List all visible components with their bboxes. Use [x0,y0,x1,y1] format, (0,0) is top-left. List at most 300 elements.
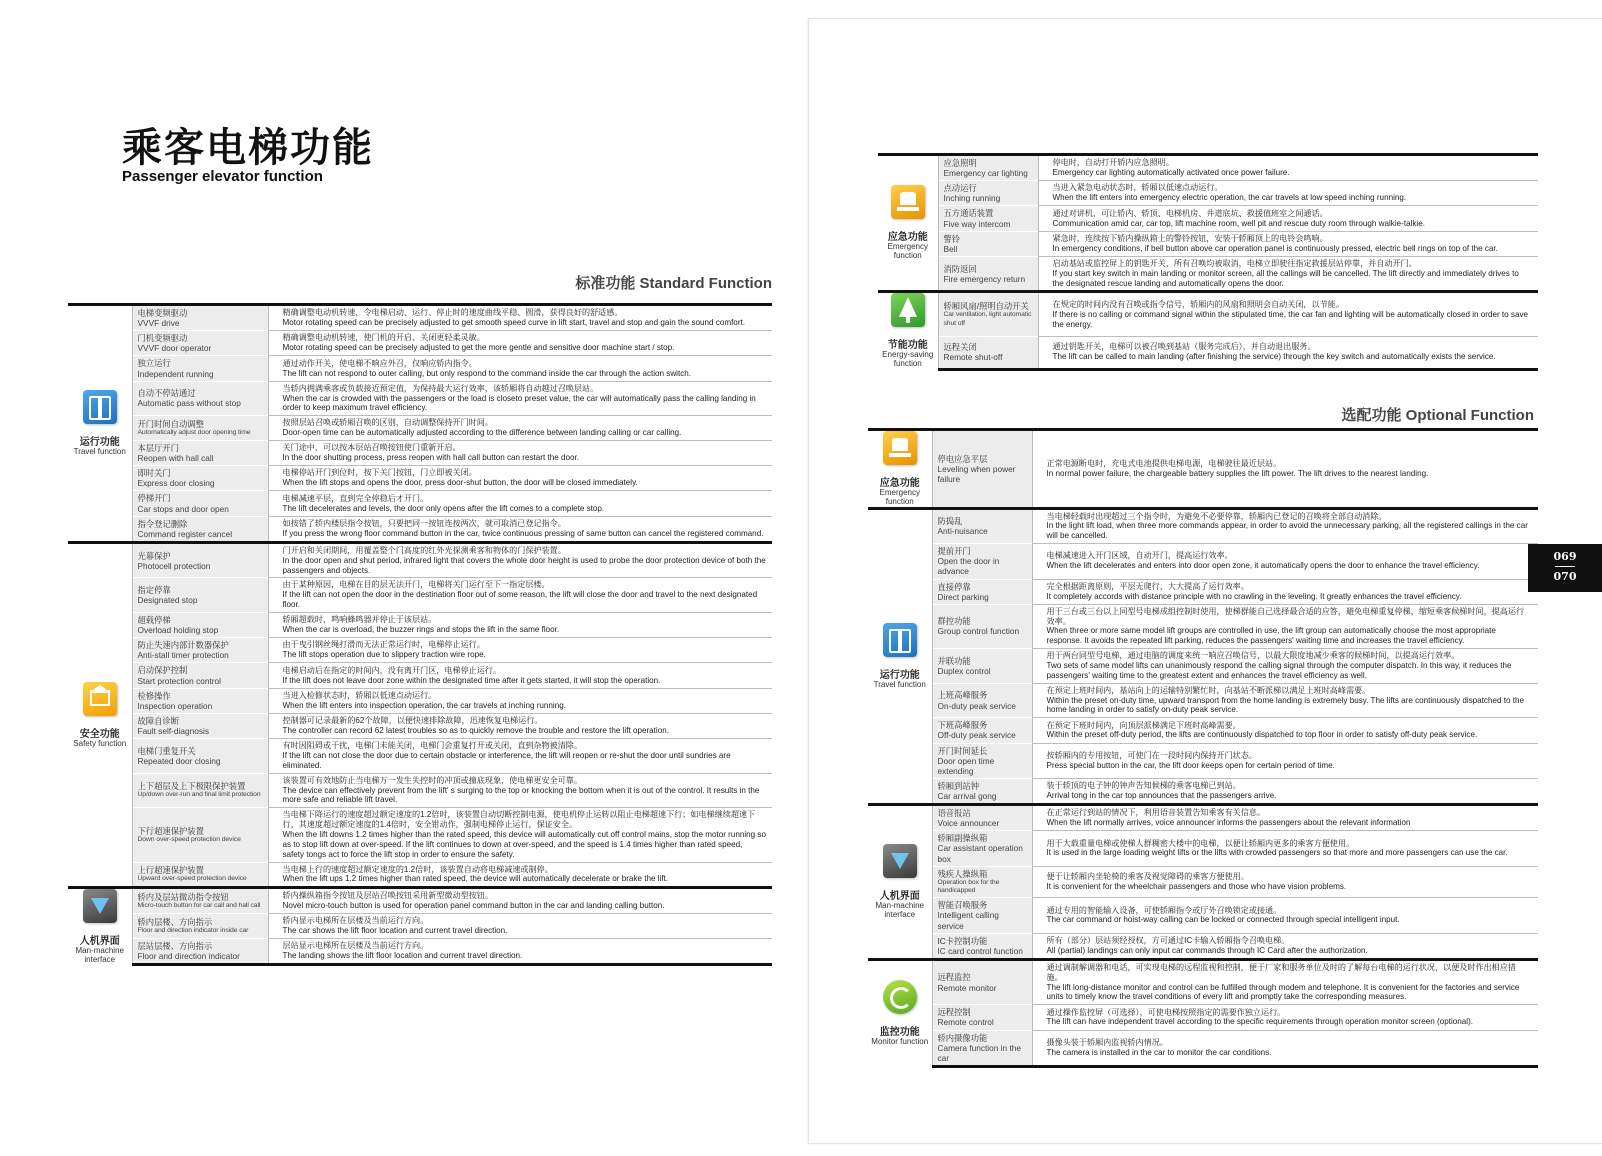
feature-name-zh: 应急照明 [943,158,977,168]
table-row [868,1005,1538,1030]
feature-description-cell [1038,336,1538,369]
feature-description-en: When the lift enters into emergency electric operation, the car travels at low speed inching running. [1052,193,1407,203]
feature-name-cell [938,256,1038,292]
feature-description-zh: 用于三台或三台以上同型号电梯成组控制时使用，使梯群能自己选择最合适的应答，避免电梯重复停梯，缩短乘客候梯时间，提高运行效率。 [1046,606,1525,626]
feature-name-cell [932,579,1032,604]
feature-name-en: Designated stop [137,595,198,606]
feature-description-cell [268,739,772,774]
feature-name-en: Emergency car lighting [943,168,1028,179]
table-row [68,663,772,688]
feature-description-en: Within the preset off-duty period, the lifts are continuously dispatched to top floor in order to satisfy off-duty peak service. [1046,730,1478,740]
category-cell [878,292,938,369]
feature-name-zh: 检修操作 [137,690,171,701]
feature-name-cell [132,466,268,491]
feature-name-en: Automatic pass without stop [137,398,241,409]
feature-description-cell [1038,206,1538,231]
feature-description-cell [268,663,772,688]
table-row [868,718,1538,743]
feature-description-cell [268,440,772,465]
category-cell [868,959,932,1066]
feature-description-en: If you start key switch in main landing or monitor screen, all the callings will be cancelled. The lift directly and immediately drives to the designated rescue landing and automatically opens the door. [1052,268,1519,288]
feature-description-cell [1032,805,1538,831]
feature-description-zh: 通过钥匙开关，电梯可以被召唤到基站（服务完成后），并自动退出服务。 [1052,342,1316,352]
optional-function-table [868,428,1538,1068]
feature-name-en: Fault self-diagnosis [137,725,209,736]
feature-description-cell [268,305,772,331]
feature-name-cell [132,578,268,613]
table-body [68,305,772,965]
table-row [868,898,1538,933]
table-row [878,206,1538,231]
feature-description-cell [268,331,772,356]
interface-icon [883,844,917,878]
feature-name-cell [132,808,268,862]
feature-name-en: Car ventilation, light automatic shut off [943,311,1032,327]
feature-description-en: When the lift downs 1.2 times higher than the rated speed, this device will automatically cut off control mains, stop the motor running so as to stop lift down at over-speed. If the lift continues to down at over-speed, and the speed is 1.4 times higher than rated speed, safety tongs act to force the lift stop in order to ensure the safety. [282,829,766,859]
feature-name-cell [132,739,268,774]
feature-name-zh: 远程监控 [937,972,971,983]
feature-name-en: Intelligent calling service [937,910,999,931]
feature-name-en: Remote shut-off [943,352,1003,363]
feature-name-zh: 远程控制 [937,1007,971,1018]
feature-description-cell [268,516,772,542]
feature-description-cell [1032,831,1538,866]
emergency-light-icon [883,431,917,465]
feature-description-en: Within the preset on-duty time, upward transport from the home landing is extremely busy. The lifts are continuously dispatched to the home landing in order to satisfy on-duty peak service. [1046,695,1524,715]
feature-name-zh: 即时关门 [137,468,171,479]
feature-description-zh: 用于大载重量电梯或使梯人群稠密大楼中的电梯，以便让轿厢内更多的乘客方便使用。 [1046,838,1355,848]
tree-icon [891,293,925,327]
feature-name-en: Five way intercom [943,218,1011,229]
feature-description-zh: 通过操作监控屏（可选择），可使电梯按照指定的需要作独立运行。 [1046,1007,1286,1017]
feature-name-zh: 下行超速保护装置 [137,825,204,836]
feature-name-cell [932,898,1032,933]
feature-description-cell [1038,155,1538,181]
monitor-icon [883,980,917,1014]
feature-description-cell [1038,256,1538,292]
feature-name-zh: 语音报站 [937,808,971,819]
table-row [868,579,1538,604]
feature-name-zh: 自动不停站通过 [137,388,196,399]
feature-name-en: Floor and direction indicator [137,951,240,962]
feature-description-zh: 按轿厢内的专用按钮，可使门在一段时间内保持开门状态。 [1046,750,1257,760]
feature-description-en: Press special button in the car, the lift door keeps open for certain period of time. [1046,760,1335,770]
feature-name-en: IC card control function [937,945,1023,956]
feature-name-zh: 残疾人操纵箱 [937,868,988,879]
table-row [68,713,772,738]
feature-description-cell [1032,649,1538,684]
feature-name-en: Down over-speed protection device [137,835,241,843]
feature-name-en: Inspection operation [137,700,213,711]
feature-description-en: The camera is installed in the car to monitor the car conditions. [1046,1047,1272,1057]
feature-name-zh: IC卡控制功能 [937,935,988,946]
feature-name-en: Anti-stall timer protection [137,650,229,661]
feature-name-en: Camera function in the car [937,1042,1021,1063]
feature-description-en: Door-open time can be automatically adjusted according to the difference between landing calling or car calling. [282,428,682,438]
feature-name-zh: 停梯开门 [137,493,171,504]
feature-name-zh: 指令登记删除 [137,518,188,529]
feature-description-en: The car command or hoist-way calling can be locked or connected through special intelligent input. [1046,915,1400,925]
interface-icon [83,889,117,923]
feature-name-en: Remote control [937,1017,994,1028]
feature-description-zh: 精确调整电动机转速，令电梯启动、运行、停止时的速度曲线平稳、圆滑，获得良好的舒适感。 [282,308,623,318]
standard-function-table [68,303,772,966]
table-row [68,305,772,331]
table-row [68,466,772,491]
feature-name-cell [932,544,1032,579]
feature-description-zh: 电梯停站开门到位时，按下关门按钮，门立即被关闭。 [282,468,477,478]
feature-description-en: Emergency car lighting automatically activated once power failure. [1052,168,1290,178]
feature-description-zh: 紧急时，连续按下轿内操纵箱上的警铃按钮，安装于轿厢顶上的电铃会鸣响。 [1052,233,1328,243]
feature-name-cell [938,181,1038,206]
feature-name-cell [932,933,1032,959]
feature-description-en: In the light lift load, when three more commands appear, in order to avoid the unnecessary parking, all the registered callings in the car will be cancelled. [1046,521,1528,541]
feature-name-en: Operation box for the handicapped [937,878,1000,895]
feature-name-en: Fire emergency return [943,273,1026,284]
table-row [878,181,1538,206]
feature-name-en: Voice announcer [937,818,1000,829]
feature-name-zh: 电梯变频驱动 [137,308,188,318]
feature-description-en: Novel micro-touch button is used for operation panel command button in the car and landing calling button. [282,901,665,911]
feature-name-zh: 层站层楼、方向指示 [137,941,213,952]
feature-name-en: Up/down over-run and final limit protection [137,791,261,799]
feature-description-en: The landing shows the lift floor location and current travel direction. [282,951,523,961]
table-body [878,155,1538,370]
feature-name-en: Repeated door closing [137,755,221,766]
feature-description-en: When the lift decelerates and enters into door open zone, it automatically opens the door to enhance the travel efficiency. [1046,561,1480,571]
table-row [68,808,772,862]
table-row [868,933,1538,959]
feature-name-en: Group control function [937,626,1020,637]
feature-name-cell [932,1005,1032,1030]
feature-description-zh: 摄像头装于轿厢内监视轿内情况。 [1046,1037,1168,1047]
feature-name-cell [132,305,268,331]
feature-description-cell [268,491,772,516]
category-cell [868,508,932,804]
feature-name-zh: 智能召唤服务 [937,900,988,911]
feature-description-zh: 启动基站或监控屏上的钥匙开关，所有召唤均被取消，电梯立即驶往指定救援层站停靠，并自动开门。 [1052,258,1417,268]
feature-name-cell [132,491,268,516]
feature-description-zh: 通过调制解调器和电话，可实现电梯的远程监视和控制，便于厂家和服务单位及时的了解每台电梯的运行状况，以便及时作出相应措施。 [1046,962,1516,982]
feature-description-zh: 当轿内拥满乘客或负载接近预定值，为保持最大运行效率，该轿厢将自动越过召唤层站。 [282,383,599,393]
category-cell [68,542,132,887]
feature-description-cell [268,808,772,862]
feature-description-zh: 当电梯下降运行的速度超过额定速度的1.2倍时，该装置自动切断控制电源，使电机停止运转以阻止电梯超速下行；如电梯继续超速下行，其速度超过额定速度的1.4倍时，安全钳动作，强制电梯停止运行，保证安全。 [282,810,756,830]
feature-description-cell [268,466,772,491]
feature-name-cell [938,155,1038,181]
feature-description-cell [1038,292,1538,336]
category-cell [68,888,132,965]
feature-description-zh: 在正常运行到站的情况下，利用语音装置告知乘客有关信息。 [1046,808,1266,818]
feature-description-zh: 通过动作开关，使电梯不响应外召，仅响应轿内指令。 [282,358,477,368]
feature-description-cell [268,612,772,637]
feature-description-en: Two sets of same model lifts can unanimously respond the calling signal through the computer dispatch. In this way, it reduces the passengers' waiting time to the greatest extent and enhances the travel efficiency as well. [1046,661,1512,680]
category-label-zh: 安全功能 [79,728,120,740]
feature-description-zh: 如按错了轿内楼层指令按钮，只要把同一按钮连按两次，就可取消已登记指令。 [282,518,566,528]
table-row [68,416,772,441]
elevator-icon [883,623,917,657]
feature-description-zh: 电梯启动后在指定的时间内，没有离开门区，电梯停止运行。 [282,665,502,675]
feature-name-zh: 轿厢副操纵箱 [937,833,988,844]
feature-name-zh: 防捣乱 [937,516,963,527]
feature-description-en: The car shows the lift floor location and current travel direction. [282,926,508,936]
feature-description-zh: 层站显示电梯所在层楼及当前运行方向。 [282,941,429,951]
feature-description-cell [1032,933,1538,959]
feature-name-zh: 上下超层及上下极限保护装置 [137,781,246,792]
feature-description-en: If the lift can not close the door due to certain obstacle or interference, the lift will reopen or re-shut the door until sundries are eliminated. [282,750,731,770]
table-row [868,743,1538,778]
page-title: 乘客电梯功能 [122,124,374,171]
feature-description-en: In the door open and shut period, infrared light that covers the whole door height is used to probe the door protection device of both the passengers and objects. [282,555,766,575]
feature-description-zh: 用于两台同型号电梯，通过电脑的调度来统一响应召唤信号，以最大限度地减少乘客的候梯时间，以提高运行效率。 [1046,651,1460,661]
feature-name-zh: 电梯门重复开关 [137,745,196,756]
feature-name-zh: 开门时间自动调整 [137,418,204,429]
table-row [68,440,772,465]
feature-name-zh: 远程关闭 [943,342,977,353]
feature-description-en: It is convenient for the wheelchair passengers and those who have vision problems. [1046,881,1347,891]
feature-name-zh: 下班高峰服务 [937,720,988,731]
feature-name-zh: 警铃 [943,233,961,244]
feature-description-en: The device can effectively prevent from the lift' s surging to the top or knocking the bottom when it is out of the control. It results in the more safe and reliable lift travel. [282,785,760,805]
feature-description-zh: 电梯减速进入开门区域，自动开门，提高运行效率。 [1046,551,1233,561]
feature-description-zh: 该装置可有效地防止当电梯万一发生失控时的冲顶或撞底现象，使电梯更安全可靠。 [282,775,582,785]
page-number-tab [1528,544,1602,592]
feature-description-zh: 当电梯轻载时出现超过三个指令时，为避免不必要停靠，轿厢内已登记的召唤将全部自动消除。 [1046,511,1387,521]
feature-name-zh: 直接停靠 [937,581,971,592]
feature-name-zh: 停电应急平层 [937,453,988,464]
table-row [68,331,772,356]
table-row [868,866,1538,898]
standard-function-table-continued [878,153,1538,371]
feature-description-en: When the lift stops and opens the door, press door-shut button, the door will be closed immediately. [282,478,638,488]
feature-description-cell [268,938,772,964]
feature-name-en: Floor and direction indicator inside car [137,926,249,934]
feature-name-zh: 上班高峰服务 [937,690,988,701]
feature-description-zh: 完全根据距离原则，平层无爬行，大大提高了运行效率。 [1046,581,1249,591]
feature-name-en: Start protection control [137,675,221,686]
feature-description-en: The lift stops operation due to slippery traction wire rope. [282,650,486,660]
feature-name-zh: 群控功能 [937,616,971,627]
feature-name-zh: 轿厢风扇/照明自动开关 [943,301,1029,312]
feature-name-zh: 并联功能 [937,655,971,666]
feature-name-cell [932,805,1032,831]
table-row [868,959,1538,1004]
feature-name-en: Car arrival gong [937,790,997,801]
feature-description-en: The lift long-distance monitor and control can be fulfilled through modem and telephone. It is convenient for the factories and service units to timely know the travel conditions of every lift and promptly take the corresponding measures. [1046,982,1520,1002]
table-row [868,544,1538,579]
feature-description-en: When the lift ups 1.2 times higher than rated speed, the device will automatically decelerate or brake the lift. [282,874,669,884]
category-label-en: Travel function [73,447,126,457]
feature-description-cell [268,862,772,888]
feature-name-en: Automatically adjust door opening time [137,429,251,436]
table-row [868,649,1538,684]
feature-name-cell [932,604,1032,648]
feature-description-zh: 门开启和关闭期间，用覆盖整个门高度的红外光探测乘客和物体的门保护装置。 [282,545,566,555]
feature-description-en: If you press the wrong floor command button in the car, twice continuous pressing of same button can cancel the registered command. [282,528,764,538]
feature-description-en: It is used in the large loading weight lifts or the lifts with crowded passengers so that more and more passengers can use the car. [1046,848,1508,858]
feature-description-en: In the door shutting process, press reopen with hall call button can restart the door. [282,453,579,463]
feature-name-en: Door open time extending [937,755,995,776]
feature-name-en: Photocell protection [137,560,211,571]
feature-description-cell [1032,778,1538,804]
feature-name-cell [932,1030,1032,1066]
feature-description-zh: 在预定下班时间内，向顶层派梯满足下班时高峰需要。 [1046,720,1241,730]
feature-description-zh: 精确调整电动机转速，使门机的开启、关闭更轻柔灵敏。 [282,333,485,343]
feature-name-cell [132,416,268,441]
feature-name-zh: 轿厢到站钟 [937,780,979,791]
feature-description-cell [1032,430,1538,509]
table-row [68,638,772,663]
feature-name-zh: 提前开门 [937,546,971,557]
feature-description-cell [268,542,772,578]
feature-name-cell [938,206,1038,231]
feature-name-zh: 故障自诊断 [137,715,179,726]
feature-name-cell [938,231,1038,256]
feature-name-zh: 超载停梯 [137,614,171,625]
feature-description-en: Motor rotating speed can be precisely adjusted to get smooth speed curve in lift start, travel and stop and gain the sound comfort. [282,318,746,328]
feature-name-en: Car stops and door open [137,503,229,514]
feature-description-zh: 电梯减速平层，直到完全停稳后才开门。 [282,493,429,503]
feature-name-cell [132,773,268,808]
category-label-zh: 人机界面 [879,891,920,903]
feature-name-cell [132,612,268,637]
feature-description-zh: 通过专用的智能输入设备，可使轿厢指令或厅外召唤锁定或接通。 [1046,905,1282,915]
table-row [68,356,772,381]
home-icon [83,682,117,716]
feature-description-en: When the car is overload, the buzzer rings and stops the lift in the same floor. [282,625,560,635]
category-label-zh: 节能功能 [887,340,928,352]
table-row [868,508,1538,544]
feature-description-zh: 轿内显示电梯所在层楼及当前运行方向。 [282,916,429,926]
feature-description-zh: 在规定的时间内没有召唤或指令信号，轿厢内的风扇和照明会自动关闭，以节能。 [1052,299,1344,309]
feature-name-cell [932,743,1032,778]
feature-description-en: The lift can not respond to outer calling, but only respond to the command inside the car through the action switch. [282,368,692,378]
table-row [878,256,1538,292]
feature-name-zh: 防止失速内部计数器保护 [137,640,229,651]
category-label-en: Energy-saving function [882,350,934,369]
feature-description-zh: 便于让轿厢内坐轮椅的乘客及视觉障碍的乘客方便使用。 [1046,872,1249,882]
feature-name-cell [938,336,1038,369]
feature-name-cell [132,440,268,465]
category-cell [868,805,932,960]
feature-description-cell [1032,1030,1538,1066]
feature-description-en: All (partial) landings can only input car commands through IC Card after the authorization. [1046,945,1368,955]
feature-name-en: Off-duty peak service [937,730,1016,741]
table-row [868,1030,1538,1066]
table-row [868,831,1538,866]
category-cell [68,305,132,543]
feature-name-en: Micro-touch button for car call and hall call [137,902,261,910]
feature-name-cell [132,663,268,688]
feature-name-en: Remote monitor [937,982,997,993]
feature-description-en: In normal power failure, the chargeable battery supplies the lift power. The lift drives to the nearest landing. [1046,468,1429,478]
feature-name-cell [132,888,268,914]
category-label-zh: 应急功能 [887,232,928,244]
feature-description-cell [1032,508,1538,544]
feature-description-en: The controller can record 62 latest troubles so as to quickly remove the trouble and restore the lift operation. [282,725,669,735]
feature-name-zh: 门机变频驱动 [137,333,188,344]
page-number-bottom: 070 [1553,570,1577,584]
feature-name-en: Anti-nuisance [937,526,988,537]
feature-name-cell [938,292,1038,336]
feature-name-cell [132,713,268,738]
feature-description-en: When the car is crowded with the passengers or the load is closeto preset value, the car will automatically pass the calling landing in order to keep maximum travel efficiency. [282,393,756,413]
feature-description-en: Motor rotating speed can be precisely adjusted to get the more gentle and sensitive door machine start / stop. [282,343,675,353]
category-label-en: Monitor function [871,1037,929,1047]
feature-name-cell [932,831,1032,866]
feature-name-en: Overload holding stop [137,625,219,636]
category-label-zh: 人机界面 [79,936,120,948]
table-row [68,739,772,774]
feature-description-en: The lift decelerates and levels, the door only opens after the lift comes to a complete stop. [282,503,605,513]
feature-name-cell [132,862,268,888]
optional-function-heading: 选配功能 Optional Function [1341,407,1534,424]
feature-name-en: Inching running [943,193,1001,204]
feature-description-cell [268,416,772,441]
table-row [878,292,1538,336]
feature-name-en: Leveling when power failure [937,463,1016,484]
feature-description-cell [268,914,772,939]
feature-name-en: On-duty peak service [937,700,1016,711]
category-label-en: Man-machine interface [875,901,924,919]
category-label-zh: 运行功能 [879,669,920,681]
table-row [68,773,772,808]
table-row [868,778,1538,804]
table-row [878,336,1538,369]
feature-description-zh: 在预定上班时间内，基站向上的运输特别繁忙时，向基站不断派梯以满足上班时高峰需要。 [1046,685,1371,695]
category-label-zh: 监控功能 [879,1027,920,1039]
table-row [68,888,772,914]
feature-name-en: VVVF door operator [137,343,212,354]
category-cell [878,155,938,292]
feature-name-en: Independent running [137,368,214,379]
table-row [68,862,772,888]
feature-name-cell [932,718,1032,743]
feature-name-cell [932,430,1032,509]
feature-name-zh: 五方通话装置 [943,208,994,219]
feature-description-zh: 轿内操纵箱指令按钮及层站召唤按钮采用新型微动型按钮。 [282,891,493,901]
feature-name-zh: 本层厅开门 [137,442,179,453]
feature-description-cell [1032,1005,1538,1030]
feature-description-cell [1032,718,1538,743]
feature-description-cell [268,888,772,914]
table-row [868,683,1538,718]
feature-name-en: Direct parking [937,591,989,602]
feature-description-cell [1032,898,1538,933]
feature-description-zh: 由于曳引钢丝绳打滑而无法正常运行时，电梯停止运行。 [282,640,485,650]
table-row [68,491,772,516]
feature-name-cell [132,356,268,381]
feature-description-zh: 按照层站召唤或轿厢召唤的区别，自动调整保持开门时间。 [282,418,493,428]
category-label-en: Emergency function [879,488,920,506]
category-cell [868,430,932,509]
feature-name-cell [932,649,1032,684]
feature-description-cell [1032,604,1538,648]
table-row [68,612,772,637]
feature-description-en: Communication amid car, car top, lift machine room, well pit and rescue duty room through walkie-talkie. [1052,218,1425,228]
feature-description-cell [1032,959,1538,1004]
feature-name-en: Car assistant operation box [937,843,1023,864]
feature-description-zh: 当电梯上行的速度超过额定速度的1.2倍时，该装置自动将电梯减速或制停。 [282,864,553,874]
feature-name-cell [132,381,268,416]
feature-description-cell [1038,181,1538,206]
table-body [868,430,1538,1067]
page-number-top: 069 [1553,550,1577,563]
feature-name-zh: 开门时间延长 [937,745,988,756]
feature-description-cell [268,638,772,663]
table-row [868,805,1538,831]
feature-description-cell [1032,743,1538,778]
